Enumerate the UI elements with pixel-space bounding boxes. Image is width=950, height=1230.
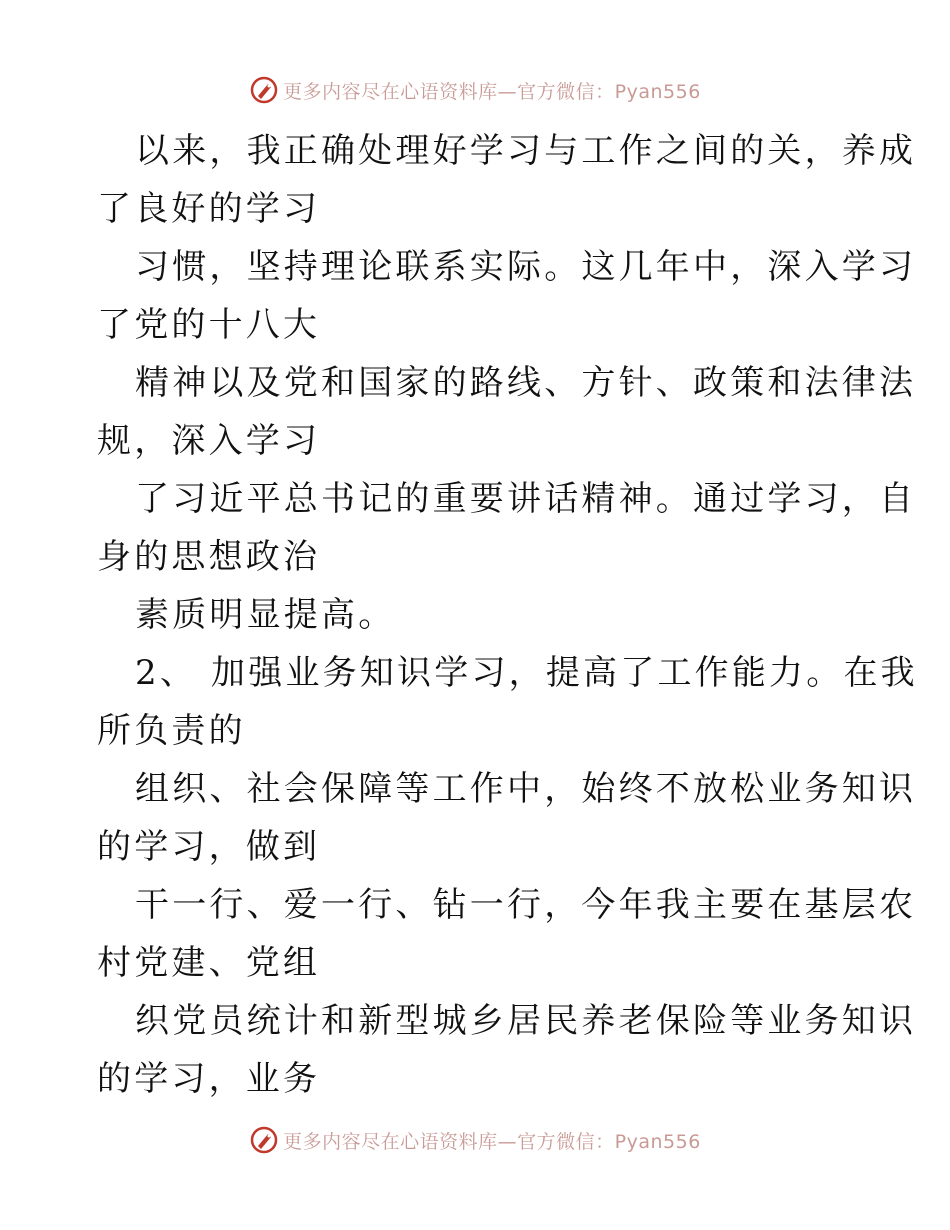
text-line: 织党员统计和新型城乡居民养老保险等业务知识 [135,1001,917,1041]
footer-banner-text: 更多内容尽在心语资料库—官方微信：Pyan556 [283,1130,701,1153]
header-banner-text: 更多内容尽在心语资料库—官方微信：Pyan556 [283,80,701,103]
text-line: 身的思想政治 [97,537,321,577]
text-line: 组织、社会保障等工作中，始终不放松业务知识 [135,769,917,809]
text-line: 干一行、爱一行、钻一行，今年我主要在基层农 [135,885,917,925]
text-line: 素质明显提高。 [135,595,396,635]
text-line: 的学习，业务 [97,1059,321,1099]
text-line: 了党的十八大 [97,305,321,345]
text-line: 规，深入学习 [97,421,321,461]
pen-nib-logo-icon [249,1125,279,1155]
text-line: 精神以及党和国家的路线、方针、政策和法律法 [135,363,917,403]
text-line: 了良好的学习 [97,189,321,229]
footer-banner [0,1120,950,1160]
pen-nib-logo-icon [249,75,279,105]
text-line: 习惯，坚持理论联系实际。这几年中，深入学习 [135,247,917,287]
document-body [97,122,918,1108]
text-line: 的学习，做到 [97,827,321,867]
text-line: 以来，我正确处理好学习与工作之间的关，养成 [135,131,917,171]
text-line: 村党建、党组 [97,943,321,983]
text-line: 了习近平总书记的重要讲话精神。通过学习，自 [135,479,917,519]
header-banner [0,70,950,110]
text-line: 2、 加强业务知识学习，提高了工作能力。在我 [135,653,918,693]
text-line: 所负责的 [97,711,246,751]
